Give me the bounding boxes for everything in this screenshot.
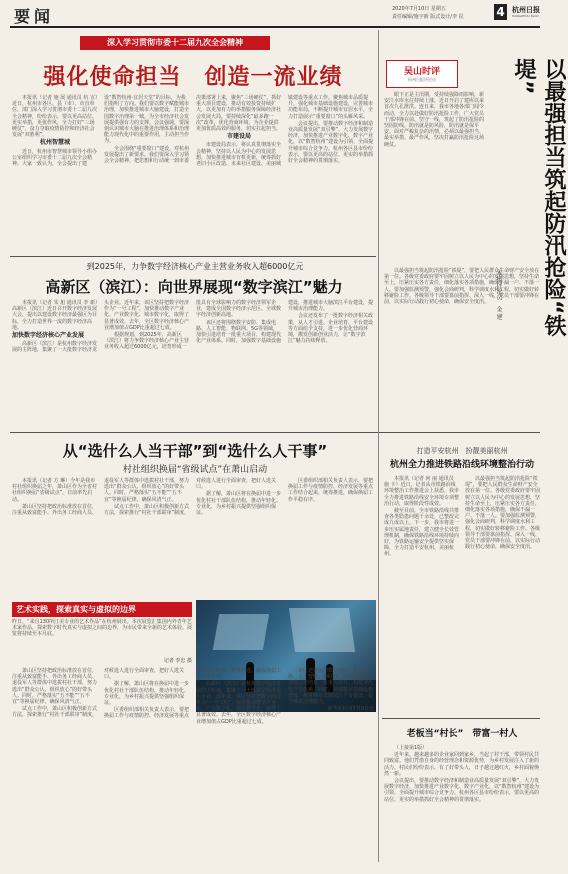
- masthead-editor: 责任编辑/施宇新 版式设计/李 昆: [392, 14, 464, 20]
- commentary-column-sub: 杭州日报评论员: [408, 77, 436, 82]
- article-1-col1: 近日，杭州市智慧城市领导小组办公室组织学习市委十二届九次全会精神。大家一致认为，全会提出了建设“数智杭州·宜居天堂”的目标，为我们指明了方向。我们要以数字赋能城市治理，加快推进城市大脑建设，打造全国数字治理第一城，为全市经济社会发展提供强有力的支撑。会议强调，要深刻认识城市大脑在推进治理体系和治理能力现代化中的重要作用，主动担当作为。: [12, 95, 190, 168]
- feature-5-cont: 会议提出，要推动数字经济和制造业高质量发展“双引擎”，大力发展数字经济，加快推进产业数字化、数字产业化，以“数智杭州”建设为引领，全面提升城市综合竞争力。杭州各区县市纷纷表示，要以更高的站位、更实的举措抓好全会精神的贯彻落实。: [384, 778, 540, 803]
- banner-text: 深入学习贯彻市委十二届九次全会精神: [107, 38, 243, 47]
- feature-4-text: 截至目前，全市铁路沿线共排查各类隐患问题千余处，已整改完成九成以上。下一步，我市将进一步压实属地责任，建立健全长效管理机制，确保铁路沿线环境持续向好，为铁路运输安全提供坚实保障，全力打造平安杭州、美丽杭州。: [384, 508, 460, 558]
- commentary-paragraph-1: 眼下正是主汛期，受持续强降雨影响，新安江水库水位持续上涨，近日开启了建库以来首次九孔泄洪。连日来，我市各地各部门闻令而动，全力以赴做好防汛抢险工作，广大党员干部冲锋在前、坚守一线，筑起了防汛抢险的坚固防线。防汛就是防风险，防汛就是保平安。面对严峻复杂的汛情，必须以最强担当、最实举措、最严作风，坚决打赢防汛抢险这场硬仗。: [384, 92, 485, 148]
- right-column-divider: [378, 30, 379, 432]
- divider-2: [10, 256, 376, 257]
- feature-2-byline: 本报讯（记者 朱 旭 通讯员 李 新）高新区（滨江）近日召开数字经济发展大会，提出以建设数字经济最强区为目标，全力打造世界一流的数字经济高地。: [12, 300, 98, 331]
- feature-2-p2: 根据规划，到2025年，高新区（滨江）将力争数字经济核心产业主营业务收入超过6000亿元，培育形成一批具有全球影响力的数字经济领军企业，建成全国数字经济示范区、全球数字经济创新高地。: [104, 300, 282, 351]
- paper-name: 杭州日报: [512, 5, 540, 14]
- article-1-col2: 全会围绕“重要窗口”建设，对杭州发展提出了新要求。我们要深入学习领会全会精神，把思想和行动统一到市委决策部署上来，聚焦“三场硬仗”，抓好重大项目建设，推动有效投资持续扩大，以更加有力的举措服务保障经济社会发展大局。要持续深化“最多跑一次”改革，优化营商环境，为企业提供更加优质高效的服务，切实扛起担当。: [104, 95, 282, 165]
- section-title: 要闻: [14, 7, 55, 26]
- photo-caption-text: 昨日，“来自130所江美专业的艺术作品”在杭州展出。本次展览汇集国内外青年艺术家作品，探索数字时代真实与虚拟之间的边界，为市民带来全新的艺术体验。展览将持续至本月底。: [12, 619, 193, 638]
- feature-3-p1: 萧山区坚持把政治标准放在首位，注重从致富能手、外出务工经商人员、退役军人等群体中选拔村社干部，努力选出“群众公认、组织放心”的好带头人。同时，严格落实“五不能”“五不宜”等换届纪律，确保风清气正。: [12, 478, 190, 517]
- feature-2-p3: 该区还将围绕数字安防、集成电路、人工智能、物联网、5G等领域，加快引进培育一批重大项目，构建现代化产业体系。同时，加强数字基础设施建设，推进城市大脑滨江平台建设，提升城市治理能力。: [196, 300, 374, 345]
- feature-5-headline: 老板当“村长” 带富一村人: [406, 729, 518, 739]
- feature-4-cont: 以最强担当筑起防汛抢险“铁堤”，要把人民群众生命财产安全放在第一位。各级党委政府要牢固树立以人民为中心的发展思想，坚持生命至上，压紧压实各方责任，细化落实各项措施，确保不漏一户、不落一人。要加强监测预警，强化会商研判，科学调度水利工程，切实做好转移避险工作。各级领导干部要靠前指挥、深入一线，党员干部要冲锋在前，以实际行动践行初心使命，确保安全度汛。: [465, 476, 541, 551]
- feature-3-byline: 本报讯（记者 方 琳）今年是我市村社组织换届之年，萧山区作为全省村社组织换届“省级试点”，日前率先启动。: [12, 478, 98, 503]
- commentary-column-title: 吴山时评: [403, 67, 440, 77]
- page-number: 4: [494, 4, 507, 20]
- feature-3-cont-2: 试点工作中，萧山区积极创新方式方法，探索推行“村社干部联审”制度，对候选人进行全面审查，把好人选关口。: [12, 668, 185, 719]
- feature-4-topline: 打造平安杭州 扮靓美丽杭州: [416, 447, 508, 455]
- article-1-col4: 会议提出，要推动数字经济和制造业高质量发展“双引擎”，大力发展数字经济，加快推进产业数字化、数字产业化，以“数智杭州”建设为引领，全面提升城市综合竞争力。杭州各区县市纷纷表示，要以更高的站位、更实的举措抓好全会精神的贯彻落实。: [288, 120, 374, 165]
- feature-2-lead: 到2025年，力争数字经济核心产业主营业务收入超6000亿元: [86, 262, 304, 271]
- divider-3: [10, 432, 540, 433]
- feature-5-body: [384, 745, 540, 863]
- commentary-headline: 以最强担当筑起防汛抢险“铁堤”: [511, 58, 566, 337]
- photo-caption-title: 艺术实践，探索真实与虚拟的边界: [12, 602, 192, 617]
- commentary-column-tag: [386, 60, 458, 88]
- commentary-author: 本报评论员 金 建: [495, 270, 502, 320]
- feature-3-p3: 据了解，萧山区将在换届中进一步优化村社干部队伍结构，推动年轻化、专业化，为乡村振兴提供坚强组织保证。: [196, 491, 282, 517]
- photo-caption-box: [12, 602, 192, 664]
- feature-2-headline: 高新区（滨江）：向世界展现“数字滨江”魅力: [45, 278, 343, 296]
- feature-3-headline: 从“选什么人当干部”到“选什么人干事”: [62, 442, 328, 460]
- commentary-body-1: [384, 92, 488, 260]
- subhead-hangzhou: 杭州智慧城: [39, 139, 70, 147]
- masthead-date: 2020年7月10日 星期五: [392, 6, 446, 12]
- feature-3-cont-3: 据了解，萧山区将在换届中进一步优化村社干部队伍结构，推动年轻化、专业化，为乡村振兴提供坚强组织保证。: [104, 681, 190, 707]
- photo-caption-author: 记者 李忠 摄: [163, 658, 192, 664]
- headline-1: 强化使命担当 创造一流业绩: [43, 65, 343, 90]
- divider-5: [382, 718, 540, 719]
- article-1-col3: 市建设局表示，将认真贯彻落实全会精神，坚持以人民为中心的发展思想，加快推进城市有机更新，统筹抓好老旧小区改造、未来社区建设、美丽城镇建设等重点工作。聚焦城市品质提升，强化城市基础设施建设，完善城市功能布局，不断提升城市宜居水平，全力打造展示“重要窗口”的头雁风采。: [196, 95, 374, 168]
- feature-2-p4: 会议还发布了一批数字经济相关政策，从人才引进、企业培育、平台建设等方面给予支持，进一步优化营商环境，激发创新创业活力，让“数字滨江”魅力持续释放。: [288, 313, 374, 345]
- commentary-paragraph-2: 以最强担当筑起防汛抢险“铁堤”，要把人民群众生命财产安全放在第一位。各级党委政府要牢固树立以人民为中心的发展思想，坚持生命至上，压紧压实各方责任，细化落实各项措施，确保不漏一户、不落一人。要加强监测预警，强化会商研判，科学调度水利工程，切实做好转移避险工作。各级领导干部要靠前指挥、深入一线，党员干部要冲锋在前，以实际行动践行初心使命，确保安全度汛。: [384, 268, 540, 306]
- article-1-body: [12, 95, 374, 253]
- banner: [80, 36, 270, 50]
- feature-3-p2: 试点工作中，萧山区积极创新方式方法，探索推行“村社干部联审”制度，对候选人进行全面审查，把好人选关口。: [104, 478, 277, 517]
- feature-3-cont-6: 该区还将围绕数字安防、集成电路、人工智能、物联网、5G等领域，加快引进培育一批重大项目，构建现代化产业体系。同时，加强数字基础设施建设，推进城市大脑滨江平台建设，提升城市治理能力。: [288, 668, 374, 706]
- feature-3-cont-4: 区委组织部相关负责人表示，要把换届工作与疫情防控、经济发展等重点工作结合起来，统筹推进，确保换届工作平稳有序。: [104, 668, 282, 720]
- paper-sub: HANGZHOU DAILY: [512, 14, 539, 18]
- feature-5-text: 近年来，越来越多的企业家回到家乡，当起了村干部，带领村民共同致富。他们凭借自身的经营理念和资源优势，为乡村发展注入了新的活力。村民们纷纷表示，有了好带头人，日子越过越红火，乡村面貌焕然一新。: [384, 752, 540, 777]
- feature-3-body-top: [12, 478, 374, 596]
- bottom-credit: 新华社杭州7月9日电: [327, 706, 374, 713]
- feature-3-cont-1: 萧山区坚持把政治标准放在首位，注重从致富能手、外出务工经商人员、退役军人等群体中选拔村社干部，努力选出“群众公认、组织放心”的好带头人。同时，严格落实“五不能”“五不宜”等换届纪律，确保风清气正。: [12, 668, 98, 706]
- feature-3-body-bottom: [12, 668, 374, 864]
- feature-2-subhead: 加快数字经济核心产业发展: [12, 332, 85, 340]
- feature-3-p4: 区委组织部相关负责人表示，要把换届工作与疫情防控、经济发展等重点工作结合起来，统筹推进，确保换届工作平稳有序。: [288, 478, 374, 503]
- feature-4-byline: 本报讯（记者 何 丽 通讯员 施 卡）近日，记者从市铁路沿线环境整治工作推进会上获悉，我市全力推进铁路沿线安全环境专项整治行动，取得阶段性成效。: [384, 476, 460, 507]
- commentary-body-2: [384, 268, 540, 428]
- feature-3-cont-5: 高新区（滨江）是杭州数字经济发展的主阵地，集聚了一大批数字经济龙头企业。近年来，该区坚持把数字经济作为“一号工程”，加快推动数字产业化、产业数字化、城市数字化，取得了显著成效。去年，全区数字经济核心产业增加值占GDP比重超过七成。: [196, 681, 282, 725]
- feature-5-byline: （上接第1版）: [394, 745, 428, 751]
- masthead-rule: [10, 26, 540, 28]
- feature-2-body: [12, 300, 374, 426]
- feature-4-body: [384, 476, 540, 714]
- article-1-lead: 本报讯（记者 施 展 通讯员 杭 宣）近日，杭州市各区、县（市）、市直单位、部门深入学习贯彻市委十二届九次全会精神，纷纷表示，要以更高站位、更实举措、更优作风，全力打好“三场硬仗”，奋力夺取疫情防控和经济社会发展“双胜利”。: [12, 95, 98, 139]
- feature-3-subhead: 村社组织换届“省级试点”在萧山启动: [122, 465, 268, 475]
- right-column-divider-2: [378, 432, 379, 862]
- subhead-jianshe: 市建设局: [226, 133, 251, 141]
- feature-2-p1: 高新区（滨江）是杭州数字经济发展的主阵地，集聚了一大批数字经济龙头企业。近年来，该区坚持把数字经济作为“一号工程”，加快推动数字产业化、产业数字化、城市数字化，取得了显著成效。去年，全区数字经济核心产业增加值占GDP比重超过七成。: [12, 300, 190, 354]
- feature-4-headline: 杭州全力推进铁路沿线环境整治行动: [389, 460, 534, 470]
